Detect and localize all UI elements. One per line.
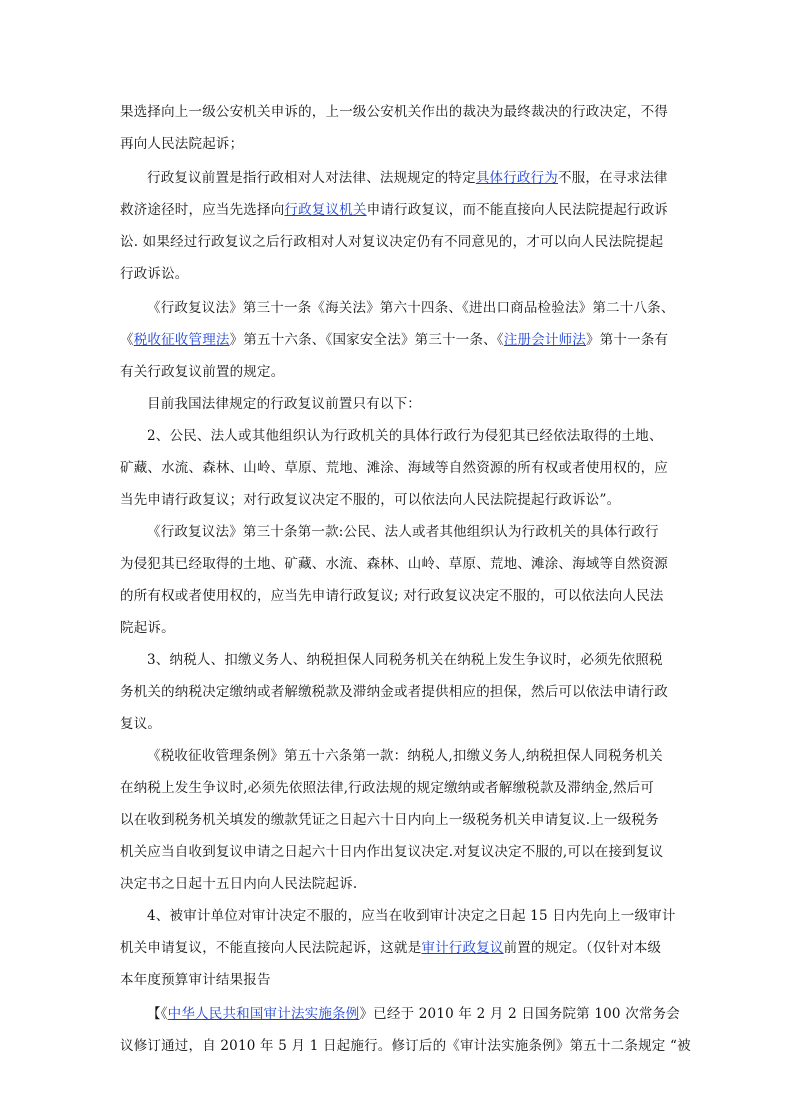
text-segment: 》第五十六条、《国家安全法》第三十一条、《 xyxy=(229,332,504,348)
hyperlink[interactable]: 税收征收管理法 xyxy=(133,332,230,348)
text-segment: 行政复议前置是指行政相对人对法律、法规规定的特定 xyxy=(147,170,476,186)
text-segment: 2、公民、法人或其他组织认为行政机关的具体行政行为侵犯其已经依法取得的土地、 xyxy=(147,428,663,444)
text-segment: 【《 xyxy=(147,1006,168,1022)
text-line xyxy=(147,166,668,186)
text-segment: 3、纳税人、扣缴义务人、纳税担保人同税务机关在纳税上发生争议时，必须先依照税 xyxy=(147,652,663,668)
text-line xyxy=(120,1034,691,1054)
text-segment: 》已经于 2010 年 2 月 2 日国务院第 100 次常务会 xyxy=(359,1006,681,1022)
text-line xyxy=(147,296,675,316)
text-segment: 目前我国法律规定的行政复议前置只有以下： xyxy=(147,396,421,412)
text-line xyxy=(120,456,668,476)
text-segment: 4、被审计单位对审计决定不服的，应当在收到审计决定之日起 15 日内先向上一级审计 xyxy=(147,908,676,924)
text-segment: 机关申请复议，不能直接向人民法院起诉，这就是 xyxy=(120,940,422,956)
text-segment: 》第十一条有 xyxy=(586,332,669,348)
text-segment: 《 xyxy=(120,332,134,348)
text-segment: 当先申请行政复议；对行政复议决定不服的，可以依法向人民法院提起行政诉讼”。 xyxy=(120,492,621,508)
text-line xyxy=(120,776,654,796)
text-line xyxy=(147,1002,680,1022)
text-segment: 本年度预算审计结果报告 xyxy=(120,972,271,988)
text-line xyxy=(120,584,664,604)
text-segment: 《行政复议法》第三十一条《海关法》第六十四条、《进出口商品检验法》第二十八条、 xyxy=(147,300,675,316)
text-segment: 有关行政复议前置的规定。 xyxy=(120,364,285,380)
text-segment: 机关应当自收到复议申请之日起六十日内作出复议决定.对复议决定不服的,可以在接到复议 xyxy=(120,844,664,860)
text-line xyxy=(120,262,189,282)
text-line xyxy=(147,648,663,668)
text-segment: 《行政复议法》第三十条第一款:公民、法人或者其他组织认为行政机关的具体行政行 xyxy=(147,524,659,540)
text-line xyxy=(120,360,284,380)
text-segment: 行政诉讼。 xyxy=(120,266,189,282)
text-segment: 为侵犯其已经取得的土地、矿藏、水流、森林、山岭、草原、荒地、滩涂、海域等自然资源 xyxy=(120,556,668,572)
text-segment: 不服，在寻求法律 xyxy=(558,170,668,186)
hyperlink[interactable]: 中华人民共和国审计法实施条例 xyxy=(167,1006,360,1022)
hyperlink[interactable]: 注册会计师法 xyxy=(503,332,587,348)
text-line xyxy=(120,712,161,732)
hyperlink[interactable]: 具体行政行为 xyxy=(475,170,559,186)
text-segment: 院起诉。 xyxy=(120,620,175,636)
text-line xyxy=(120,328,668,348)
text-line xyxy=(147,520,659,540)
text-segment: 救济途径时，应当先选择向 xyxy=(120,202,285,218)
text-line xyxy=(147,744,663,764)
text-line xyxy=(147,392,421,412)
text-segment: 再向人民法院起诉； xyxy=(120,136,244,152)
text-line xyxy=(120,100,668,120)
text-line xyxy=(120,872,357,892)
hyperlink[interactable]: 行政复议机关 xyxy=(284,202,367,218)
text-line xyxy=(120,230,663,250)
text-segment: 在纳税上发生争议时,必须先依照法律,行政法规的规定缴纳或者解缴税款及滞纳金,然后可 xyxy=(120,780,655,796)
text-line xyxy=(120,968,271,988)
text-line xyxy=(120,936,661,956)
hyperlink[interactable]: 审计行政复议 xyxy=(421,940,504,956)
text-line xyxy=(120,680,668,700)
text-segment: 果选择向上一级公安机关申诉的，上一级公安机关作出的裁决为最终裁决的行政决定，不得 xyxy=(120,104,668,120)
text-segment: 以在收到税务机关填发的缴款凭证之日起六十日内向上一级税务机关申请复议.上一级税务 xyxy=(120,812,659,828)
text-segment: 前置的规定。（仅针对本级 xyxy=(503,940,662,956)
text-segment: 的所有权或者使用权的，应当先申请行政复议; 对行政复议决定不服的，可以依法向人民法 xyxy=(120,588,664,604)
text-line xyxy=(120,808,659,828)
text-segment: 务机关的纳税决定缴纳或者解缴税款及滞纳金或者提供相应的担保，然后可以依法申请行政 xyxy=(120,684,668,700)
text-line xyxy=(120,488,620,508)
text-line xyxy=(147,904,676,924)
text-segment: 申请行政复议，而不能直接向人民法院提起行政诉 xyxy=(366,202,669,218)
text-line xyxy=(120,840,663,860)
text-segment: 议修订通过，自 2010 年 5 月 1 日起施行。修订后的《审计法实施条例》第五十二条规定 “被 xyxy=(120,1038,691,1054)
text-segment: 决定书之日起十五日内向人民法院起诉. xyxy=(120,876,358,892)
text-line xyxy=(147,424,663,444)
text-line xyxy=(120,132,243,152)
text-segment: 矿藏、水流、森林、山岭、草原、荒地、滩涂、海域等自然资源的所有权或者使用权的，应 xyxy=(120,460,668,476)
text-line xyxy=(120,198,668,218)
text-segment: 讼. 如果经过行政复议之后行政相对人对复议决定仍有不同意见的，才可以向人民法院提起 xyxy=(120,234,664,250)
text-line xyxy=(120,616,175,636)
text-segment: 复议。 xyxy=(120,716,162,732)
text-line xyxy=(120,552,668,572)
text-segment: 《税收征收管理条例》第五十六条第一款：纳税人,扣缴义务人,纳税担保人同税务机关 xyxy=(147,748,663,764)
